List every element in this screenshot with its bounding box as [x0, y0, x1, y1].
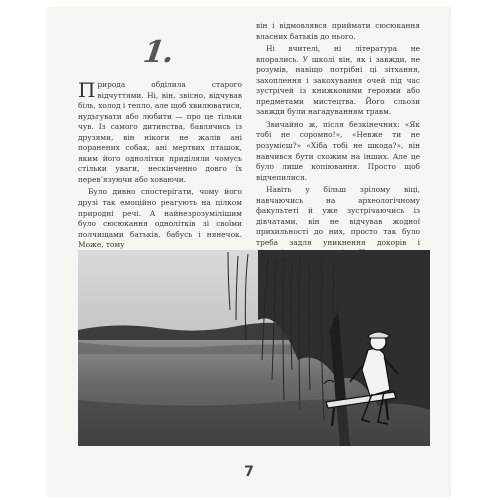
- left-paragraph-2: Було дивно спостерігати, чому його друзі так емоційно реагують на цілком природні речі. А найнезрозумілішим було сюсюкання однолітків зі своїми полчищами батьків, бабусь і нянечок. Може, тому: [78, 187, 242, 250]
- page-number: 7: [244, 464, 254, 480]
- left-paragraph-1: [78, 80, 242, 185]
- right-text-column: [256, 21, 420, 272]
- left-paragraph-1-text: рирода обділила старого відчуттями. Ні, він, звісно, відчував біль, холод і тепло, але щоб хвилюватися, нудьгувати або любити — про це тільки чув. Із самого дитинства, бавлячись із друзями, він нікоги не жалів ані поранених собак, ані мертвих пташок, яким його однолітки приділяли чомусь стільки уваги, нескінченно довго їх перев’язуючи або ховаючи.: [78, 80, 242, 184]
- right-paragraph-2: Ні вчителі, ні література не впорались. У школі він, як і завжди, не розумів, навіщо потрібні ці зітхання, захоплення і закохування очей під час зустрічей із книжковими героями або предметами мистецтва. Його сльози завжди були нагадуванням травм.: [256, 44, 420, 117]
- chapter-number: 1.: [140, 35, 176, 70]
- water-shadow: [78, 399, 430, 446]
- lake-willow-illustration: [78, 250, 430, 446]
- right-paragraph-1: він і відмовлявся приймати сюсюкання власних батьків до нього.: [256, 21, 420, 41]
- right-paragraph-4: Навіть у більш зрілому віці, навчаючись на археологічному факультеті й уже зустрічаючись із дівчатами, він не відчував жодної прихильності до них, просто так було треба задля уникнення докорів і: [256, 185, 420, 247]
- drop-cap: П: [78, 78, 96, 102]
- illustration-svg: [78, 250, 430, 446]
- chapter-heading: [140, 36, 176, 70]
- right-paragraph-3: Звичайно ж, після безкінечних: «Як тобі не соромно!», «Невже ти не розумієш?» «Хіба тобі не шкода?», він навчився бути схожим на інших. Але це було лише копіювання. Просто щоб відчепилися.: [256, 119, 420, 182]
- book-page: [48, 8, 450, 496]
- left-text-column: [78, 80, 242, 253]
